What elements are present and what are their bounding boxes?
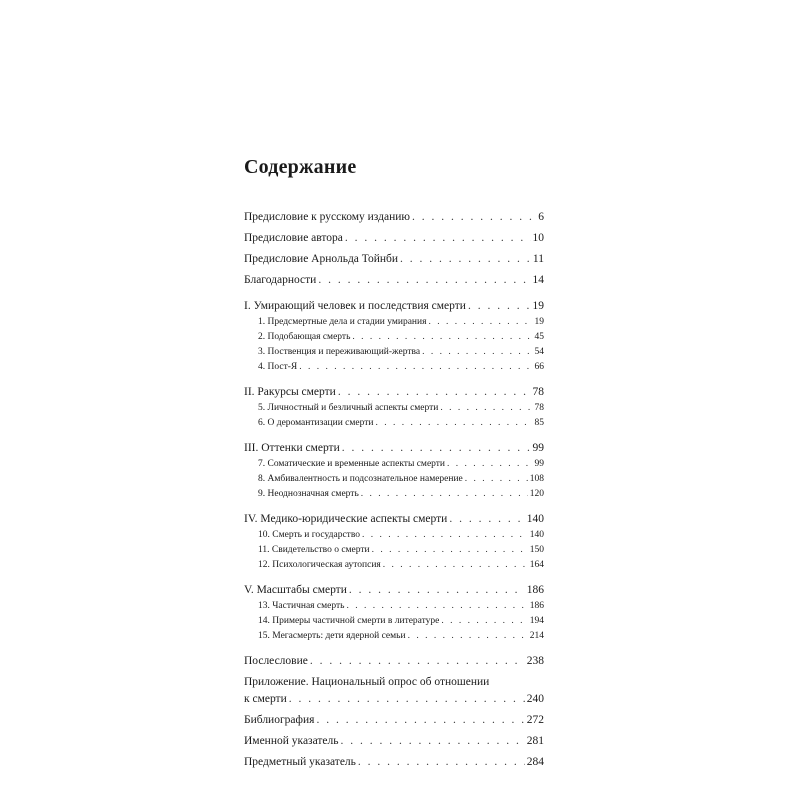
leader-dots	[440, 401, 532, 416]
leader-dots	[400, 251, 531, 268]
toc-chapter	[244, 599, 544, 614]
leader-dots	[441, 614, 527, 629]
leader-dots	[349, 582, 525, 599]
toc-entry-page: 272	[526, 714, 544, 726]
toc-chapter	[244, 614, 544, 629]
toc-chapter	[244, 472, 544, 487]
toc-entry-label: 2. Подобающая смерть	[258, 332, 351, 342]
toc-entry-label: 15. Мегасмерть: дети ядерной семьи	[258, 631, 406, 641]
toc-entry-label: 11. Свидетельство о смерти	[258, 545, 370, 555]
toc-entry-label: 3. Поственция и переживающий-жертва	[258, 347, 421, 357]
toc-entry-page: 284	[526, 756, 544, 768]
toc-entry-page: 85	[534, 418, 544, 428]
toc-entry-page: 99	[534, 459, 544, 469]
toc-entry-page: 164	[529, 560, 544, 570]
toc-part	[244, 298, 544, 315]
toc-entry	[244, 754, 544, 771]
toc-entry-label: 14. Примеры частичной смерти в литературе	[258, 616, 440, 626]
toc-entry-label: 1. Предсмертные дела и стадии умирания	[258, 317, 427, 327]
leader-dots	[316, 712, 524, 729]
toc-entry-label: III. Оттенки смерти	[244, 442, 340, 454]
leader-dots	[362, 528, 528, 543]
toc-entry	[244, 712, 544, 729]
leader-dots	[289, 691, 525, 708]
toc-chapter	[244, 401, 544, 416]
leader-dots	[447, 457, 532, 472]
toc-entry-line2	[244, 691, 544, 708]
toc-chapter	[244, 345, 544, 360]
toc-entry-page: 186	[526, 584, 544, 596]
leader-dots	[342, 440, 531, 457]
toc-entry-page: 140	[529, 530, 544, 540]
toc-entry	[244, 272, 544, 289]
toc-entry-page: 214	[529, 631, 544, 641]
toc-entry	[244, 733, 544, 750]
toc-part	[244, 384, 544, 401]
leader-dots	[358, 754, 525, 771]
toc-entry-label: 13. Частичная смерть	[258, 601, 345, 611]
leader-dots	[352, 330, 532, 345]
toc-entry-label: Предисловие Арнольда Тойнби	[244, 253, 399, 265]
leader-dots	[341, 733, 525, 750]
toc-entry	[244, 230, 544, 247]
leader-dots	[372, 543, 528, 558]
toc-entry-label: Благодарности	[244, 274, 317, 286]
toc-chapter	[244, 543, 544, 558]
toc-entry-label: 12. Психологическая аутопсия	[258, 560, 381, 570]
toc-entry-label: 4. Пост-Я	[258, 362, 298, 372]
toc-entry-page: 281	[526, 735, 544, 747]
leader-dots	[376, 416, 533, 431]
leader-dots	[412, 209, 536, 226]
toc-chapter	[244, 558, 544, 573]
toc-entry-label: Приложение. Национальный опрос об отношении	[244, 676, 490, 688]
toc-part	[244, 440, 544, 457]
toc-chapter	[244, 416, 544, 431]
toc-entry-page: 19	[532, 300, 544, 312]
toc-entry-page: 14	[532, 274, 544, 286]
toc-entry-label: I. Умирающий человек и последствия смерти	[244, 300, 466, 312]
toc-entry-label: 10. Смерть и государство	[258, 530, 360, 540]
toc-entry-label: Предисловие автора	[244, 232, 343, 244]
leader-dots	[465, 472, 528, 487]
toc-entry-label: II. Ракурсы смерти	[244, 386, 336, 398]
toc-entry-label: Предисловие к русскому изданию	[244, 211, 410, 223]
leader-dots	[408, 629, 528, 644]
leader-dots	[299, 360, 532, 375]
toc-entry-page: 240	[526, 693, 544, 705]
leader-dots	[468, 298, 531, 315]
leader-dots	[422, 345, 532, 360]
toc-entry-label: Послесловие	[244, 655, 308, 667]
toc-entry-page: 78	[534, 403, 544, 413]
toc-entry-label: Предметный указатель	[244, 756, 356, 768]
toc-entry-page: 186	[529, 601, 544, 611]
page-title: Содержание	[244, 156, 357, 178]
toc-chapter	[244, 315, 544, 330]
leader-dots	[345, 230, 531, 247]
leader-dots	[346, 599, 527, 614]
toc-entry-page: 150	[529, 545, 544, 555]
leader-dots	[428, 315, 532, 330]
leader-dots	[361, 487, 528, 502]
toc-entry	[244, 209, 544, 226]
leader-dots	[310, 653, 525, 670]
toc-entry-page: 10	[532, 232, 544, 244]
toc-chapter	[244, 330, 544, 345]
toc-chapter	[244, 528, 544, 543]
toc-entry-page: 6	[538, 211, 544, 223]
toc-entry	[244, 653, 544, 670]
toc-entry-page: 19	[534, 317, 544, 327]
toc-entry-page: 54	[534, 347, 544, 357]
toc-part	[244, 582, 544, 599]
toc-entry-label-continued: к смерти	[244, 693, 287, 705]
toc-entry-label: IV. Медико-юридические аспекты смерти	[244, 513, 448, 525]
toc-entry-label: 7. Соматические и временные аспекты смерти	[258, 459, 446, 469]
toc-entry-page: 140	[526, 513, 544, 525]
toc-entry-label: 5. Личностный и безличный аспекты смерти	[258, 403, 439, 413]
leader-dots	[449, 511, 524, 528]
toc-entry-page: 194	[529, 616, 544, 626]
toc-entry-label: 9. Неоднозначная смерть	[258, 489, 359, 499]
toc-entry-label: 8. Амбивалентность и подсознательное намерение	[258, 474, 463, 484]
toc-entry-page: 108	[529, 474, 544, 484]
toc-chapter	[244, 457, 544, 472]
toc-entry-page: 99	[532, 442, 544, 454]
toc-entry-page: 66	[534, 362, 544, 372]
table-of-contents	[244, 209, 544, 771]
toc-entry-label: Библиография	[244, 714, 315, 726]
leader-dots	[383, 558, 528, 573]
toc-part	[244, 511, 544, 528]
leader-dots	[338, 384, 531, 401]
toc-entry-page: 120	[529, 489, 544, 499]
leader-dots	[318, 272, 530, 289]
toc-entry-page: 238	[526, 655, 544, 667]
toc-entry-page: 78	[532, 386, 544, 398]
toc-chapter	[244, 629, 544, 644]
toc-chapter	[244, 487, 544, 502]
toc-entry-label: V. Масштабы смерти	[244, 584, 347, 596]
toc-chapter	[244, 360, 544, 375]
toc-entry	[244, 674, 544, 708]
toc-entry-label: Именной указатель	[244, 735, 339, 747]
toc-entry-label: 6. О деромантизации смерти	[258, 418, 374, 428]
toc-entry	[244, 251, 544, 268]
toc-entry-page: 11	[532, 253, 544, 265]
toc-entry-page: 45	[534, 332, 544, 342]
